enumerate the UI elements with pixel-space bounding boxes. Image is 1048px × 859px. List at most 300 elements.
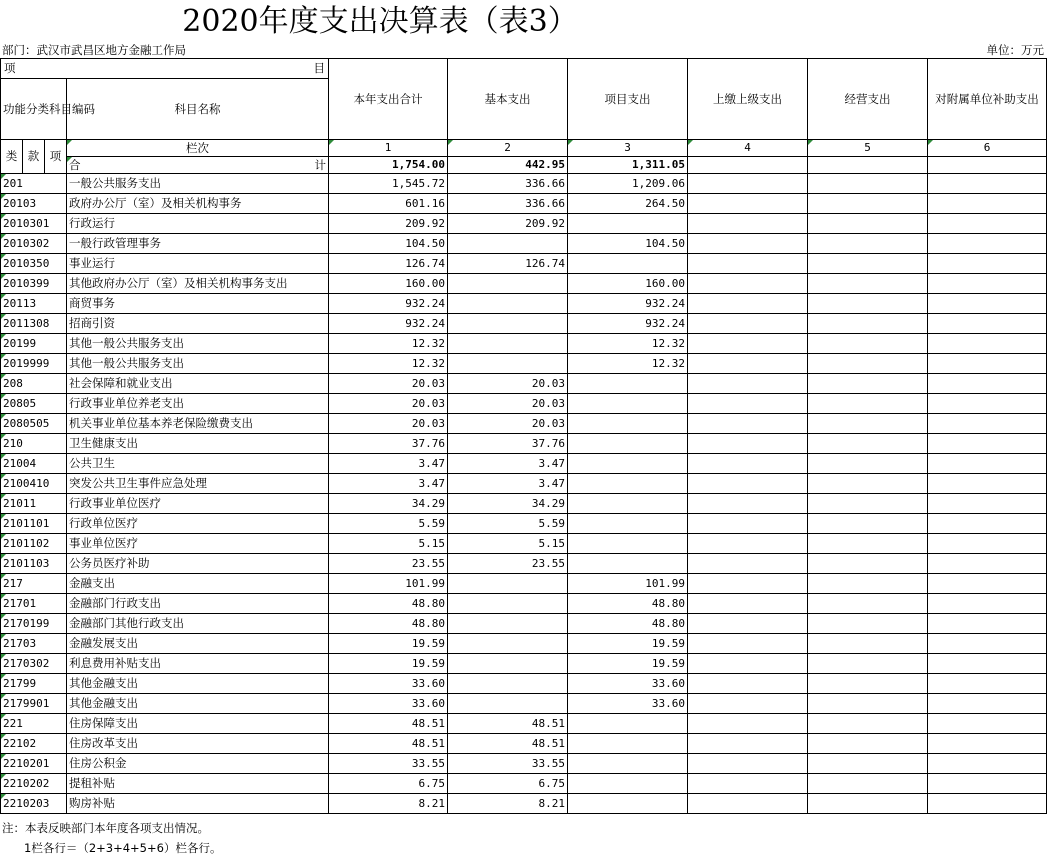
row-code: 2101101 bbox=[1, 514, 67, 534]
row-subject-name: 住房公积金 bbox=[67, 754, 329, 774]
header-row-3 bbox=[1, 140, 1047, 157]
row-value-6 bbox=[928, 414, 1047, 434]
row-value-4 bbox=[688, 474, 808, 494]
row-value-2 bbox=[448, 614, 568, 634]
header-xiang-col: 项 bbox=[45, 140, 67, 174]
note-2: 1栏各行＝（2+3+4+5+6）栏各行。 bbox=[24, 841, 222, 855]
row-value-3 bbox=[568, 514, 688, 534]
row-value-4 bbox=[688, 654, 808, 674]
header-mu: 目 bbox=[313, 61, 325, 75]
row-value-4 bbox=[688, 274, 808, 294]
row-value-1: 12.32 bbox=[329, 354, 448, 374]
row-code: 210 bbox=[1, 434, 67, 454]
row-value-4 bbox=[688, 354, 808, 374]
row-value-1: 601.16 bbox=[329, 194, 448, 214]
report-meta bbox=[2, 43, 1046, 58]
row-value-3 bbox=[568, 254, 688, 274]
row-code: 20805 bbox=[1, 394, 67, 414]
header-col-2: 基本支出 bbox=[448, 59, 568, 140]
row-code: 21004 bbox=[1, 454, 67, 474]
row-value-3: 48.80 bbox=[568, 614, 688, 634]
row-value-1: 48.80 bbox=[329, 614, 448, 634]
row-code: 2179901 bbox=[1, 694, 67, 714]
row-value-5 bbox=[808, 714, 928, 734]
row-value-4 bbox=[688, 414, 808, 434]
row-subject-name: 金融部门行政支出 bbox=[67, 594, 329, 614]
row-subject-name: 其他一般公共服务支出 bbox=[67, 334, 329, 354]
row-value-6 bbox=[928, 774, 1047, 794]
header-subject-name: 科目名称 bbox=[67, 79, 329, 140]
table-row bbox=[1, 514, 1047, 534]
row-value-3 bbox=[568, 474, 688, 494]
row-subject-name: 政府办公厅（室）及相关机构事务 bbox=[67, 194, 329, 214]
row-code: 21011 bbox=[1, 494, 67, 514]
row-value-6 bbox=[928, 374, 1047, 394]
row-value-1: 126.74 bbox=[329, 254, 448, 274]
row-value-5 bbox=[808, 534, 928, 554]
row-value-5 bbox=[808, 434, 928, 454]
row-code: 2010399 bbox=[1, 274, 67, 294]
table-body bbox=[1, 59, 1047, 814]
total-value-6 bbox=[928, 157, 1047, 174]
row-value-2: 20.03 bbox=[448, 394, 568, 414]
row-value-6 bbox=[928, 494, 1047, 514]
row-value-6 bbox=[928, 634, 1047, 654]
row-value-1: 5.15 bbox=[329, 534, 448, 554]
table-row bbox=[1, 794, 1047, 814]
row-subject-name: 卫生健康支出 bbox=[67, 434, 329, 454]
row-value-4 bbox=[688, 514, 808, 534]
table-row bbox=[1, 574, 1047, 594]
row-code: 22102 bbox=[1, 734, 67, 754]
row-value-3: 19.59 bbox=[568, 654, 688, 674]
row-value-3 bbox=[568, 414, 688, 434]
total-value-4 bbox=[688, 157, 808, 174]
row-code: 2210202 bbox=[1, 774, 67, 794]
header-kuan: 款 bbox=[23, 140, 45, 174]
header-lanci: 栏次 bbox=[67, 140, 329, 157]
header-lei: 类 bbox=[1, 140, 23, 174]
col-number-6: 6 bbox=[928, 140, 1047, 157]
table-row bbox=[1, 714, 1047, 734]
row-value-1: 48.51 bbox=[329, 714, 448, 734]
row-value-1: 33.60 bbox=[329, 694, 448, 714]
row-value-3: 932.24 bbox=[568, 314, 688, 334]
row-value-4 bbox=[688, 394, 808, 414]
row-value-6 bbox=[928, 194, 1047, 214]
row-subject-name: 行政单位医疗 bbox=[67, 514, 329, 534]
row-subject-name: 行政运行 bbox=[67, 214, 329, 234]
row-value-5 bbox=[808, 674, 928, 694]
row-value-5 bbox=[808, 414, 928, 434]
row-code: 2170199 bbox=[1, 614, 67, 634]
row-value-6 bbox=[928, 554, 1047, 574]
row-value-3 bbox=[568, 494, 688, 514]
table-row bbox=[1, 314, 1047, 334]
row-subject-name: 金融支出 bbox=[67, 574, 329, 594]
row-value-5 bbox=[808, 374, 928, 394]
row-value-2 bbox=[448, 294, 568, 314]
row-value-3: 48.80 bbox=[568, 594, 688, 614]
row-value-2: 8.21 bbox=[448, 794, 568, 814]
row-value-6 bbox=[928, 314, 1047, 334]
row-value-6 bbox=[928, 354, 1047, 374]
table-row bbox=[1, 274, 1047, 294]
row-value-2 bbox=[448, 334, 568, 354]
row-value-1: 6.75 bbox=[329, 774, 448, 794]
header-col-6: 对附属单位补助支出 bbox=[928, 59, 1047, 140]
row-value-4 bbox=[688, 334, 808, 354]
row-value-4 bbox=[688, 634, 808, 654]
row-value-1: 19.59 bbox=[329, 634, 448, 654]
header-col-3: 项目支出 bbox=[568, 59, 688, 140]
row-value-3 bbox=[568, 554, 688, 574]
row-value-2: 3.47 bbox=[448, 474, 568, 494]
row-value-3: 33.60 bbox=[568, 694, 688, 714]
row-value-1: 1,545.72 bbox=[329, 174, 448, 194]
header-func-code: 功能分类科目编码 bbox=[1, 79, 67, 140]
table-row bbox=[1, 674, 1047, 694]
table-row bbox=[1, 334, 1047, 354]
total-value-1: 1,754.00 bbox=[329, 157, 448, 174]
row-code: 2170302 bbox=[1, 654, 67, 674]
col-number-5: 5 bbox=[808, 140, 928, 157]
row-value-1: 23.55 bbox=[329, 554, 448, 574]
row-value-4 bbox=[688, 374, 808, 394]
table-row bbox=[1, 734, 1047, 754]
table-row bbox=[1, 454, 1047, 474]
row-value-3: 19.59 bbox=[568, 634, 688, 654]
row-value-4 bbox=[688, 234, 808, 254]
row-value-3: 264.50 bbox=[568, 194, 688, 214]
row-code: 21703 bbox=[1, 634, 67, 654]
table-row bbox=[1, 294, 1047, 314]
row-value-3 bbox=[568, 394, 688, 414]
row-value-5 bbox=[808, 514, 928, 534]
header-row-1 bbox=[1, 59, 1047, 79]
row-value-3: 12.32 bbox=[568, 354, 688, 374]
col-number-1: 1 bbox=[329, 140, 448, 157]
row-value-4 bbox=[688, 454, 808, 474]
table-row bbox=[1, 214, 1047, 234]
row-value-2 bbox=[448, 354, 568, 374]
row-value-2: 48.51 bbox=[448, 734, 568, 754]
row-value-2 bbox=[448, 574, 568, 594]
row-subject-name: 招商引资 bbox=[67, 314, 329, 334]
row-value-6 bbox=[928, 714, 1047, 734]
row-value-2: 34.29 bbox=[448, 494, 568, 514]
row-value-2: 37.76 bbox=[448, 434, 568, 454]
total-value-5 bbox=[808, 157, 928, 174]
row-value-1: 3.47 bbox=[329, 474, 448, 494]
row-value-1: 20.03 bbox=[329, 414, 448, 434]
row-value-5 bbox=[808, 474, 928, 494]
row-value-1: 160.00 bbox=[329, 274, 448, 294]
row-value-6 bbox=[928, 614, 1047, 634]
row-value-2 bbox=[448, 314, 568, 334]
row-value-6 bbox=[928, 574, 1047, 594]
row-value-1: 33.55 bbox=[329, 754, 448, 774]
table-row bbox=[1, 694, 1047, 714]
row-value-3 bbox=[568, 434, 688, 454]
row-value-4 bbox=[688, 694, 808, 714]
row-code: 21799 bbox=[1, 674, 67, 694]
row-value-5 bbox=[808, 254, 928, 274]
row-subject-name: 一般公共服务支出 bbox=[67, 174, 329, 194]
row-subject-name: 公共卫生 bbox=[67, 454, 329, 474]
row-value-2 bbox=[448, 274, 568, 294]
row-value-2: 3.47 bbox=[448, 454, 568, 474]
row-value-1: 932.24 bbox=[329, 294, 448, 314]
row-subject-name: 其他政府办公厅（室）及相关机构事务支出 bbox=[67, 274, 329, 294]
page-title: 2020年度支出决算表（表3） bbox=[182, 4, 578, 39]
row-value-4 bbox=[688, 194, 808, 214]
row-value-4 bbox=[688, 254, 808, 274]
row-value-2: 209.92 bbox=[448, 214, 568, 234]
total-label-right: 计 bbox=[314, 158, 326, 172]
row-value-3 bbox=[568, 734, 688, 754]
row-value-4 bbox=[688, 494, 808, 514]
row-value-4 bbox=[688, 314, 808, 334]
table-row bbox=[1, 614, 1047, 634]
row-subject-name: 住房保障支出 bbox=[67, 714, 329, 734]
row-subject-name: 其他一般公共服务支出 bbox=[67, 354, 329, 374]
row-value-1: 48.51 bbox=[329, 734, 448, 754]
table-row bbox=[1, 354, 1047, 374]
header-col-1: 本年支出合计 bbox=[329, 59, 448, 140]
row-value-5 bbox=[808, 554, 928, 574]
row-value-4 bbox=[688, 674, 808, 694]
row-value-4 bbox=[688, 434, 808, 454]
row-subject-name: 利息费用补贴支出 bbox=[67, 654, 329, 674]
row-value-3 bbox=[568, 534, 688, 554]
row-code: 2011308 bbox=[1, 314, 67, 334]
row-value-3 bbox=[568, 214, 688, 234]
row-value-4 bbox=[688, 574, 808, 594]
row-subject-name: 住房改革支出 bbox=[67, 734, 329, 754]
row-value-2: 20.03 bbox=[448, 374, 568, 394]
department-label: 部门：武汉市武昌区地方金融工作局 bbox=[2, 43, 186, 57]
row-value-5 bbox=[808, 754, 928, 774]
expenditure-table bbox=[0, 58, 1047, 814]
row-value-5 bbox=[808, 294, 928, 314]
row-value-1: 34.29 bbox=[329, 494, 448, 514]
row-subject-name: 一般行政管理事务 bbox=[67, 234, 329, 254]
row-value-2: 5.15 bbox=[448, 534, 568, 554]
row-subject-name: 事业运行 bbox=[67, 254, 329, 274]
row-value-6 bbox=[928, 754, 1047, 774]
row-code: 20199 bbox=[1, 334, 67, 354]
row-subject-name: 行政事业单位医疗 bbox=[67, 494, 329, 514]
table-row bbox=[1, 394, 1047, 414]
row-code: 2210201 bbox=[1, 754, 67, 774]
row-code: 2101103 bbox=[1, 554, 67, 574]
row-value-1: 20.03 bbox=[329, 374, 448, 394]
row-subject-name: 金融部门其他行政支出 bbox=[67, 614, 329, 634]
row-code: 20103 bbox=[1, 194, 67, 214]
row-value-5 bbox=[808, 214, 928, 234]
row-value-6 bbox=[928, 594, 1047, 614]
row-subject-name: 其他金融支出 bbox=[67, 694, 329, 714]
row-value-6 bbox=[928, 174, 1047, 194]
header-col-5: 经营支出 bbox=[808, 59, 928, 140]
row-code: 2210203 bbox=[1, 794, 67, 814]
row-value-3: 932.24 bbox=[568, 294, 688, 314]
row-code: 2010301 bbox=[1, 214, 67, 234]
row-value-2 bbox=[448, 674, 568, 694]
row-code: 2100410 bbox=[1, 474, 67, 494]
row-value-4 bbox=[688, 714, 808, 734]
row-value-5 bbox=[808, 174, 928, 194]
row-subject-name: 事业单位医疗 bbox=[67, 534, 329, 554]
row-value-3: 104.50 bbox=[568, 234, 688, 254]
table-row bbox=[1, 554, 1047, 574]
total-value-2: 442.95 bbox=[448, 157, 568, 174]
row-value-3 bbox=[568, 794, 688, 814]
table-row bbox=[1, 374, 1047, 394]
table-row bbox=[1, 194, 1047, 214]
row-value-6 bbox=[928, 394, 1047, 414]
row-value-4 bbox=[688, 754, 808, 774]
unit-label: 单位：万元 bbox=[986, 43, 1044, 57]
row-value-6 bbox=[928, 694, 1047, 714]
row-value-3: 101.99 bbox=[568, 574, 688, 594]
row-value-6 bbox=[928, 454, 1047, 474]
header-col-4: 上缴上级支出 bbox=[688, 59, 808, 140]
row-code: 20113 bbox=[1, 294, 67, 314]
row-subject-name: 提租补贴 bbox=[67, 774, 329, 794]
row-value-4 bbox=[688, 774, 808, 794]
row-value-5 bbox=[808, 794, 928, 814]
total-value-3: 1,311.05 bbox=[568, 157, 688, 174]
row-value-3: 33.60 bbox=[568, 674, 688, 694]
row-value-3 bbox=[568, 774, 688, 794]
row-value-3: 1,209.06 bbox=[568, 174, 688, 194]
row-code: 201 bbox=[1, 174, 67, 194]
note-1: 注：本表反映部门本年度各项支出情况。 bbox=[2, 821, 209, 835]
row-value-1: 37.76 bbox=[329, 434, 448, 454]
row-value-6 bbox=[928, 434, 1047, 454]
row-value-1: 932.24 bbox=[329, 314, 448, 334]
table-row bbox=[1, 754, 1047, 774]
row-value-2: 6.75 bbox=[448, 774, 568, 794]
row-value-5 bbox=[808, 774, 928, 794]
row-value-1: 3.47 bbox=[329, 454, 448, 474]
row-value-5 bbox=[808, 634, 928, 654]
table-notes bbox=[2, 818, 221, 858]
row-subject-name: 公务员医疗补助 bbox=[67, 554, 329, 574]
row-value-6 bbox=[928, 514, 1047, 534]
col-number-3: 3 bbox=[568, 140, 688, 157]
table-row bbox=[1, 594, 1047, 614]
row-value-6 bbox=[928, 654, 1047, 674]
row-value-2: 5.59 bbox=[448, 514, 568, 534]
row-value-5 bbox=[808, 654, 928, 674]
row-value-6 bbox=[928, 334, 1047, 354]
row-value-1: 48.80 bbox=[329, 594, 448, 614]
total-row bbox=[1, 157, 1047, 174]
row-code: 221 bbox=[1, 714, 67, 734]
row-subject-name: 金融发展支出 bbox=[67, 634, 329, 654]
row-value-4 bbox=[688, 734, 808, 754]
row-value-4 bbox=[688, 534, 808, 554]
row-value-5 bbox=[808, 694, 928, 714]
table-row bbox=[1, 534, 1047, 554]
row-value-5 bbox=[808, 354, 928, 374]
row-subject-name: 机关事业单位基本养老保险缴费支出 bbox=[67, 414, 329, 434]
total-label-left: 合 bbox=[69, 158, 81, 172]
row-code: 2010302 bbox=[1, 234, 67, 254]
row-value-3 bbox=[568, 754, 688, 774]
row-subject-name: 商贸事务 bbox=[67, 294, 329, 314]
total-label bbox=[67, 157, 329, 174]
table-row bbox=[1, 654, 1047, 674]
row-value-1: 20.03 bbox=[329, 394, 448, 414]
row-value-5 bbox=[808, 334, 928, 354]
row-value-1: 101.99 bbox=[329, 574, 448, 594]
header-xiang-mu bbox=[1, 59, 329, 79]
row-code: 2010350 bbox=[1, 254, 67, 274]
row-value-1: 12.32 bbox=[329, 334, 448, 354]
row-value-5 bbox=[808, 494, 928, 514]
row-value-6 bbox=[928, 534, 1047, 554]
row-value-2 bbox=[448, 594, 568, 614]
row-subject-name: 其他金融支出 bbox=[67, 674, 329, 694]
row-value-6 bbox=[928, 234, 1047, 254]
row-value-2: 126.74 bbox=[448, 254, 568, 274]
row-value-3 bbox=[568, 374, 688, 394]
row-code: 217 bbox=[1, 574, 67, 594]
row-value-4 bbox=[688, 614, 808, 634]
row-value-6 bbox=[928, 274, 1047, 294]
row-value-5 bbox=[808, 594, 928, 614]
row-value-4 bbox=[688, 174, 808, 194]
row-subject-name: 社会保障和就业支出 bbox=[67, 374, 329, 394]
row-value-3: 12.32 bbox=[568, 334, 688, 354]
row-value-4 bbox=[688, 554, 808, 574]
table-row bbox=[1, 414, 1047, 434]
row-subject-name: 突发公共卫生事件应急处理 bbox=[67, 474, 329, 494]
row-value-3 bbox=[568, 454, 688, 474]
table-row bbox=[1, 434, 1047, 454]
row-value-5 bbox=[808, 454, 928, 474]
row-value-5 bbox=[808, 614, 928, 634]
row-value-2: 33.55 bbox=[448, 754, 568, 774]
row-value-6 bbox=[928, 214, 1047, 234]
row-value-2: 336.66 bbox=[448, 174, 568, 194]
row-value-6 bbox=[928, 734, 1047, 754]
row-value-3 bbox=[568, 714, 688, 734]
row-value-4 bbox=[688, 214, 808, 234]
row-value-1: 104.50 bbox=[329, 234, 448, 254]
row-value-5 bbox=[808, 394, 928, 414]
row-value-2: 48.51 bbox=[448, 714, 568, 734]
row-value-6 bbox=[928, 794, 1047, 814]
row-value-2 bbox=[448, 234, 568, 254]
table-row bbox=[1, 634, 1047, 654]
row-value-2 bbox=[448, 694, 568, 714]
row-value-4 bbox=[688, 794, 808, 814]
row-value-4 bbox=[688, 294, 808, 314]
col-number-2: 2 bbox=[448, 140, 568, 157]
table-row bbox=[1, 174, 1047, 194]
col-number-4: 4 bbox=[688, 140, 808, 157]
table-row bbox=[1, 234, 1047, 254]
row-value-6 bbox=[928, 294, 1047, 314]
row-value-1: 209.92 bbox=[329, 214, 448, 234]
row-value-5 bbox=[808, 734, 928, 754]
table-row bbox=[1, 474, 1047, 494]
